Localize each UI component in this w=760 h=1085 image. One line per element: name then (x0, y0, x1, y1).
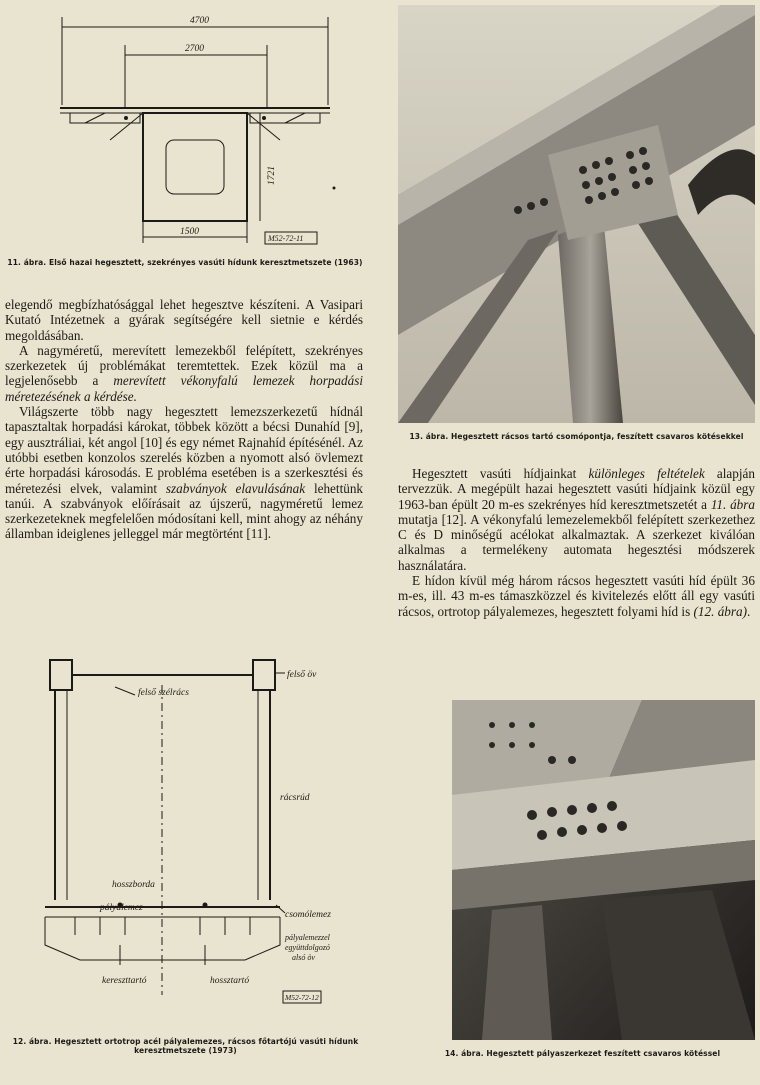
figure-13-caption: 13. ábra. Hegesztett rácsos tartó csomópontja, feszített csavaros kötésekkel (409, 432, 744, 441)
right-column-text (398, 466, 755, 619)
dim-2700: 2700 (185, 44, 204, 54)
label-felso-ov: felső öv (287, 670, 317, 680)
figure-13-image (398, 5, 755, 423)
label-hossztarto: hossztartó (210, 976, 250, 986)
label-hosszborda: hosszborda (112, 880, 155, 890)
figure-14-photo (452, 700, 755, 1040)
dim-4700: 4700 (190, 16, 209, 26)
figure-14-image (452, 700, 755, 1040)
figure-11-caption: 11. ábra. Első hazai hegesztett, szekrényes vasúti hídunk keresztmetszete (1963) (7, 258, 363, 267)
paragraph-1: elegendő megbízhatósággal lehet hegesztve készíteni. A Vasipari Kutató Intézetnek a gyárak segítségére kell sietnie e kérdés megoldásában. (5, 297, 363, 343)
paragraph-3: Világszerte több nagy hegesztett lemezszerkezetű hídnál tapasztaltak horpadási károkat, többek között a bécsi Dunahíd [9], egy ausztráliai, két angol [10] és egy német Rajnahíd építésénél. Az utóbbi esetben konzolos szerelés közben a nyomott alsó övlemezt érte horpadási károsodás. E probléma esetében is a szerkesztési és méretezési elvek, valamint szabványok elavulásának lehettünk tanúi. A szabványok előírásait az újszerű, nagyméretű lemez szerkezeteknek megfelelően módosítani kell, mint ahogy az néhány államban ideiglenes jelleggel már megtörtént [11]. (5, 404, 364, 542)
dim-1500: 1500 (180, 227, 199, 237)
label-egyutt-3: alsó öv (292, 953, 315, 962)
label-racsrud: rácsrúd (280, 793, 310, 803)
figure-12-code: M52-72-12 (285, 993, 319, 1002)
label-kereszttarto: kereszttartó (102, 976, 147, 986)
figure-13-photo (398, 5, 755, 423)
figure-14-caption: 14. ábra. Hegesztett pályaszerkezet feszített csavaros kötéssel (444, 1049, 721, 1058)
label-felso-szelracs: felső szélrács (138, 688, 189, 698)
figure-11-code: M52-72-11 (268, 234, 304, 243)
paragraph-4: Hegesztett vasúti hídjainkat különleges feltételek alapján tervezzük. A megépült hazai hegesztett vasúti hídjaink közül egy 1963-ban épült 20 m-es szekrényes híd keresztmetszetét a 11. ábra mutatja [12]. A vékonyfalú lemezelemekből felépített szerkezethez C és D minőségű acélokat alkalmaztak. A szerkezet kiválóan alkalmas a termelékeny automata hegesztési módszerek használatára. (398, 466, 755, 573)
paragraph-2: A nagyméretű, merevített lemezekből felépített, szekrényes szerkezetek új problémákat teremtettek. Ezek közül ma a legjelenősebb a merevített vékonyfalú lemezek horpadási méretezésének a kérdése. (5, 342, 364, 404)
left-column-text (5, 297, 363, 542)
figure-12-drawing (40, 655, 365, 1030)
paragraph-5: E hídon kívül még három rácsos hegesztett vasúti híd épült 36 m-es, ill. 43 m-es támaszközzel és kivitelezés előtt áll egy vasúti rácsos, ortrotop pályalemezes, hegesztett folyami híd is (12. ábra). (398, 573, 755, 619)
label-csomolemez: csomólemez (285, 910, 331, 920)
figure-11 (30, 5, 365, 250)
figure-11-drawing (30, 5, 365, 250)
label-egyutt-2: együttdolgozó (285, 943, 330, 952)
figure-12-caption: 12. ábra. Hegesztett ortotrop acél pályalemezes, rácsos főtartójú vasúti hídunk keresztmetszete (1973) (12, 1037, 359, 1055)
label-egyutt-1: pályalemezzel (285, 933, 330, 942)
figure-12 (40, 655, 365, 1030)
label-palyalemez: pályalemez (100, 903, 143, 913)
dim-1721: 1721 (267, 166, 277, 185)
